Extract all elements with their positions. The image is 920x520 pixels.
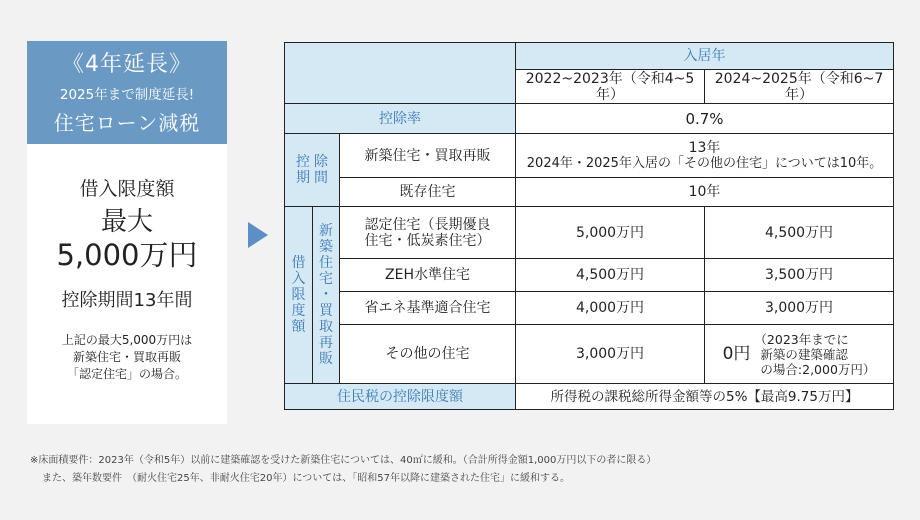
limit-group-char: 限 (291, 287, 306, 303)
existing-house-years: 10年 (516, 178, 894, 207)
value-energy-saving-2022: 4,000万円 (516, 292, 705, 325)
new-group-label (313, 207, 340, 384)
limit-group-char: 入 (291, 271, 306, 287)
card-note-line: 「認定住宅」の場合。 (66, 367, 187, 381)
value-other-2024: 0円 (722, 344, 751, 364)
row-label-other: その他の住宅 (340, 325, 516, 384)
value-certified-2024: 4,500万円 (705, 207, 894, 259)
col-header-2024: 2024~2025年（令和6~7年） (705, 70, 894, 104)
limit-group-label (285, 207, 313, 384)
row-label-zeh: ZEH水準住宅 (340, 259, 516, 292)
new-group-char: 築 (319, 239, 333, 255)
row-label-energy-saving: 省エネ基準適合住宅 (340, 292, 516, 325)
deduction-period: 控除期間13年間 (61, 290, 193, 311)
footnote-line: また、築年数要件 （耐火住宅25年、非耐火住宅20年）については、「昭和57年以降に建築された住宅」に緩和する。 (42, 473, 570, 484)
card-heading: 住宅ローン減税 (53, 111, 201, 135)
card-body (27, 174, 227, 383)
new-group-char: 買 (319, 303, 333, 319)
new-group-char: 再 (319, 335, 333, 351)
value-certified-2022: 5,000万円 (516, 207, 705, 259)
summary-card (27, 41, 227, 424)
footnote (30, 452, 656, 488)
new-group-char: 住 (319, 255, 333, 271)
period-group-char: 控 (296, 154, 310, 170)
card-title: 《4年延長》 (62, 52, 192, 77)
limit-label: 借入限度額 (79, 178, 175, 200)
card-note (27, 332, 227, 383)
arrow-right-icon (248, 222, 268, 248)
new-house-period (516, 134, 894, 178)
period-group-char: 期 (296, 170, 310, 186)
new-group-char: 新 (319, 223, 333, 239)
new-group-char: 宅 (319, 271, 333, 287)
max-amount: 5,000万円 (56, 238, 198, 272)
new-house-years: 13年 (688, 140, 721, 156)
rate-label: 控除率 (285, 104, 516, 134)
footnote-line: ※床面積要件：2023年（令和5年）以前に建築確認を受けた新築住宅については、40㎡に緩和。（合計所得金額1,000万円以下の者に限る） (30, 455, 657, 466)
other-note-line: 新築の建築確認 (760, 346, 848, 362)
card-note-line: 新築住宅・買取再販 (72, 350, 181, 364)
value-other-2024-cell (705, 325, 894, 384)
max-label: 最大 (100, 207, 153, 237)
row-label-certified (340, 207, 516, 259)
limit-group-char: 借 (291, 255, 306, 271)
other-note-line: （2023年までに (754, 331, 849, 347)
limit-group-char: 度 (291, 303, 306, 319)
period-group-label (285, 134, 340, 207)
new-group-char: ・ (319, 287, 333, 303)
row-label-line: 住宅・低炭素住宅） (364, 232, 491, 249)
move-in-year-header: 入居年 (516, 43, 894, 70)
other-note (754, 332, 875, 377)
value-energy-saving-2024: 3,000万円 (705, 292, 894, 325)
new-house-note: 2024年・2025年入居の「その他の住宅」については10年。 (526, 156, 883, 171)
rate-value: 0.7% (516, 104, 894, 134)
value-zeh-2024: 3,500万円 (705, 259, 894, 292)
period-group-char: 間 (314, 170, 328, 186)
card-header (27, 41, 227, 144)
loan-table (284, 42, 894, 410)
limit-group-char: 額 (291, 319, 306, 335)
value-zeh-2022: 4,500万円 (516, 259, 705, 292)
header-blank (285, 43, 516, 104)
row-label-line: 認定住宅（長期優良 (364, 216, 491, 233)
new-group-char: 販 (319, 351, 333, 367)
col-header-2022: 2022~2023年（令和4~5年） (516, 70, 705, 104)
resident-tax-value: 所得税の課税総所得金額等の5%【最高9.75万円】 (516, 384, 894, 410)
period-group-char: 除 (314, 154, 328, 170)
existing-house-label: 既存住宅 (340, 178, 516, 207)
card-note-line: 上記の最大5,000万円は (61, 333, 193, 347)
value-other-2022: 3,000万円 (516, 325, 705, 384)
new-house-label: 新築住宅・買取再販 (340, 134, 516, 178)
new-group-char: 取 (319, 319, 333, 335)
card-subtitle: 2025年まで制度延長! (59, 87, 195, 103)
resident-tax-label: 住民税の控除限度額 (285, 384, 516, 410)
other-note-line: の場合:2,000万円） (760, 361, 876, 377)
